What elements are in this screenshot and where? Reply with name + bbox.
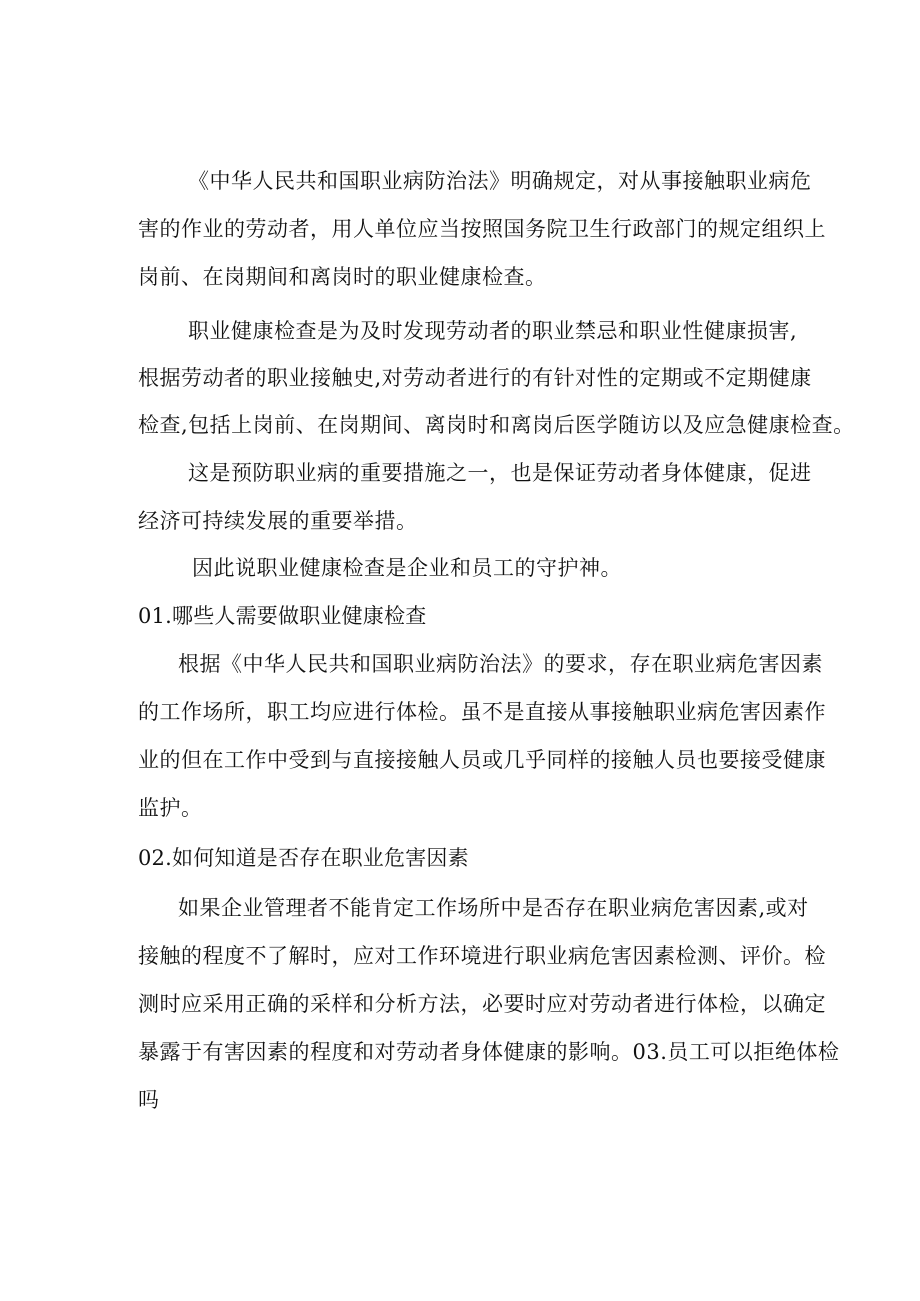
text-line: 这是预防职业病的重要措施之一，也是保证劳动者身体健康，促进	[188, 461, 812, 485]
text-line: 害的作业的劳动者，用人单位应当按照国务院卫生行政部门的规定组织上	[138, 217, 826, 241]
section-heading-02: 02.如何知道是否存在职业危害因素	[138, 846, 469, 870]
text-line: 接触的程度不了解时，应对工作环境进行职业病危害因素检测、评价。检	[138, 944, 826, 968]
text-line: 因此说职业健康检查是企业和员工的守护神。	[192, 556, 622, 580]
text-line: 岗前、在岗期间和离岗时的职业健康检查。	[138, 265, 547, 289]
text-line: 职业健康检查是为及时发现劳动者的职业禁忌和职业性健康损害,	[188, 319, 798, 343]
text-line: 业的但在工作中受到与直接接触人员或几乎同样的接触人员也要接受健康	[138, 748, 826, 772]
text-line: 吗	[138, 1088, 160, 1112]
text-line: 的工作场所，职工均应进行体检。虽不是直接从事接触职业病危害因素作	[138, 700, 826, 724]
text-line: 经济可持续发展的重要举措。	[138, 509, 418, 533]
text-line: 《中华人民共和国职业病防治法》明确规定，对从事接触职业病危	[188, 169, 812, 193]
text-line: 测时应采用正确的采样和分析方法，必要时应对劳动者进行体检，以确定	[138, 992, 826, 1016]
section-heading-01: 01.哪些人需要做职业健康检查	[138, 604, 427, 628]
text-line: 暴露于有害因素的程度和对劳动者身体健康的影响。03.员工可以拒绝体检	[138, 1040, 840, 1064]
text-line: 检查,包括上岗前、在岗期间、离岗时和离岗后医学随访以及应急健康检查。	[138, 413, 855, 437]
text-line: 监护。	[138, 796, 203, 820]
text-line: 根据《中华人民共和国职业病防治法》的要求，存在职业病危害因素	[178, 652, 823, 676]
text-line: 根据劳动者的职业接触史,对劳动者进行的有针对性的定期或不定期健康	[138, 366, 812, 390]
text-line: 如果企业管理者不能肯定工作场所中是否存在职业病危害因素,或对	[178, 896, 809, 920]
